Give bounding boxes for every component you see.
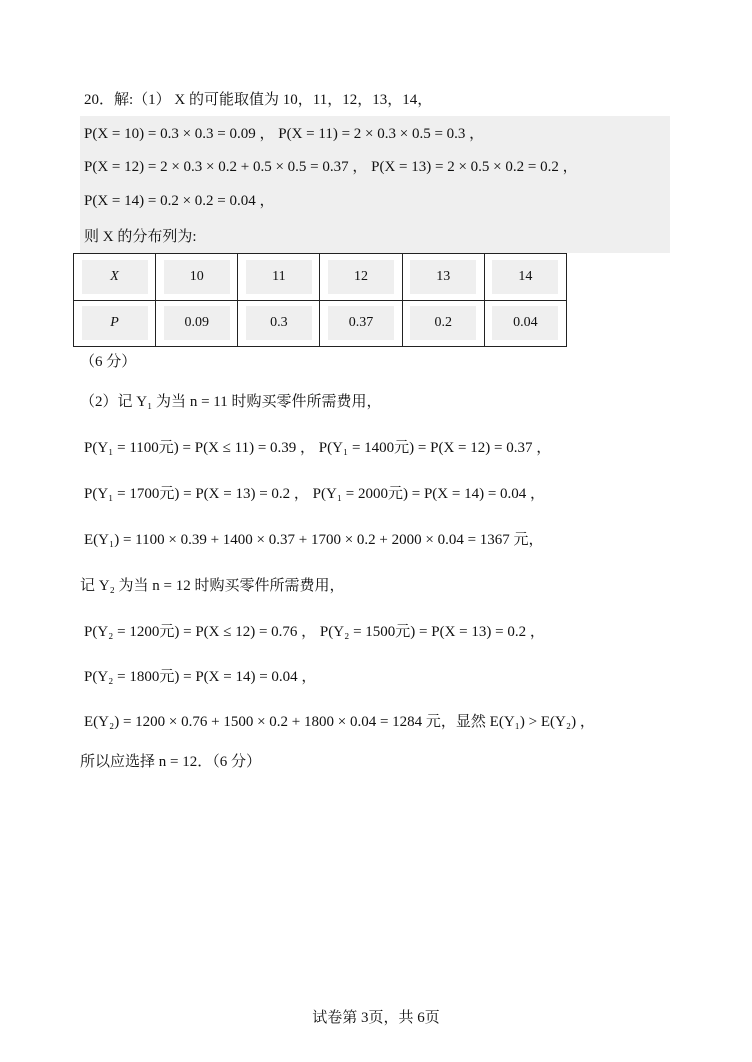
table-header-p: P — [82, 306, 148, 340]
table-value: 0.09 — [164, 306, 230, 340]
table-row — [74, 300, 567, 347]
table-value: 12 — [328, 260, 394, 294]
y1-expectation: E(Y₁) = 1100 × 0.39 + 1400 × 0.37 + 1700 × 0.2 + 2000 × 0.04 = 1367 元， — [84, 532, 544, 548]
y1-probability-line-1: P(Y₁ = 1100元) = P(X ≤ 11) = 0.39 ， P(Y₁ = 1400元) = P(X = 12) = 0.37 ， — [84, 440, 552, 456]
table-value: 0.04 — [492, 306, 558, 340]
y1-probability-line-2: P(Y₁ = 1700元) = P(X = 13) = 0.2 ， P(Y₁ = 2000元) = P(X = 14) = 0.04 ， — [84, 486, 546, 502]
table-cell — [74, 254, 156, 301]
score-note-1: （6 分） — [80, 354, 137, 370]
probability-line-2: P(X = 12) = 2 × 0.3 × 0.2 + 0.5 × 0.5 = 0.37 ， P(X = 13) = 2 × 0.5 × 0.2 = 0.2 ， — [84, 159, 578, 175]
table-value: 10 — [164, 260, 230, 294]
distribution-intro: 则 X 的分布列为: — [84, 229, 197, 245]
table-cell — [74, 300, 156, 347]
table-cell — [238, 300, 320, 347]
table-value: 0.2 — [410, 306, 476, 340]
page-footer: 试卷第 3页，共 6页 — [312, 1010, 440, 1026]
table-value: 0.37 — [328, 306, 394, 340]
part2-heading: （2）记 Y₁ 为当 n = 11 时购买零件所需费用， — [80, 394, 382, 410]
table-cell — [238, 254, 320, 301]
table-row — [74, 254, 567, 301]
y2-probability-line-2: P(Y₂ = 1800元) = P(X = 14) = 0.04 ， — [84, 669, 317, 685]
probability-line-3: P(X = 14) = 0.2 × 0.2 = 0.04 ， — [84, 193, 275, 209]
table-value: 13 — [410, 260, 476, 294]
table-cell — [402, 300, 484, 347]
table-cell — [402, 254, 484, 301]
table-value: 11 — [246, 260, 312, 294]
distribution-table — [73, 253, 567, 347]
table-header-x: X — [82, 260, 148, 294]
table-cell — [156, 300, 238, 347]
table-cell — [484, 300, 566, 347]
probability-line-1: P(X = 10) = 0.3 × 0.3 = 0.09 ， P(X = 11) = 2 × 0.3 × 0.5 = 0.3 ， — [84, 126, 485, 142]
conclusion: 所以应选择 n = 12．（6 分） — [80, 754, 261, 770]
y2-expectation: E(Y₂) = 1200 × 0.76 + 1500 × 0.2 + 1800 × 0.04 = 1284 元，显然 E(Y₁) > E(Y₂) ， — [84, 714, 595, 730]
table-cell — [320, 254, 402, 301]
y2-definition: 记 Y₂ 为当 n = 12 时购买零件所需费用， — [80, 578, 345, 594]
table-cell — [484, 254, 566, 301]
y2-probability-line-1: P(Y₂ = 1200元) = P(X ≤ 12) = 0.76 ， P(Y₂ = 1500元) = P(X = 13) = 0.2 ， — [84, 624, 545, 640]
table-value: 0.3 — [246, 306, 312, 340]
solution-heading: 20．解:（1） X 的可能取值为 10，11，12，13，14， — [84, 92, 433, 108]
table-value: 14 — [492, 260, 558, 294]
table-cell — [156, 254, 238, 301]
table-cell — [320, 300, 402, 347]
